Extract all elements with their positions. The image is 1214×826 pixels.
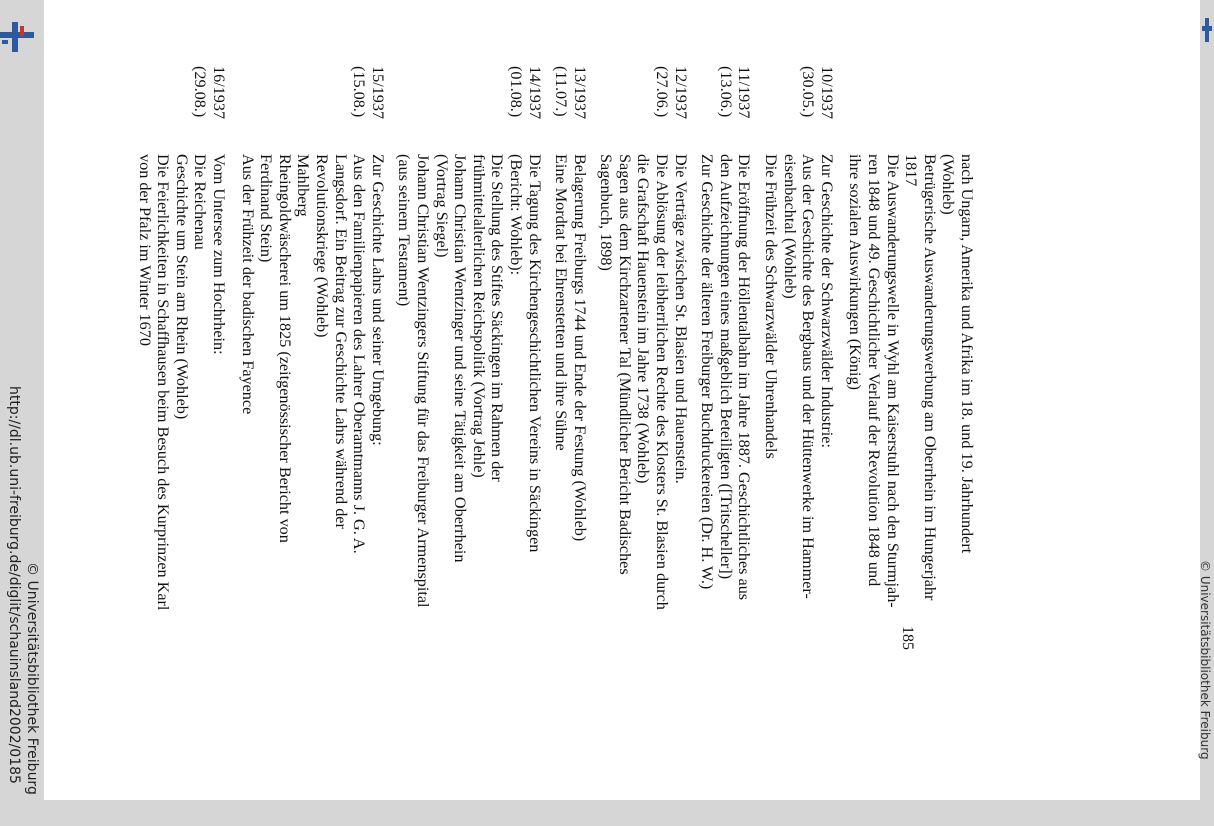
- copyright-right: © Universitätsbibliothek Freiburg: [1198, 560, 1212, 760]
- article-title-line: Sagenbuch, 1898): [597, 154, 616, 271]
- article-title-line: Die Ablösung der leibherrlichen Rechte des Klosters St. Blasien durch: [653, 154, 672, 610]
- article-title-line: Langsdorf. Ein Beitrag zur Geschichte Lahrs während der: [331, 154, 350, 529]
- issue-date: [451, 66, 470, 166]
- university-logo-small-icon: [1202, 18, 1212, 42]
- article-title-line: Aus der Geschichte des Bergbaus und der Hüttenwerke im Hammer-: [799, 154, 818, 599]
- issue-date: [920, 66, 939, 166]
- article-title-line: Die Tagung des Kirchengeschichtlichen Vereins in Säckingen: [525, 154, 544, 553]
- article-title-line: Die Frühzeit des Schwarzwälder Uhrenhandels: [762, 154, 781, 459]
- titles-column: [135, 154, 984, 714]
- article-title-line: Geschichte um Stein am Rhein (Wohleb): [172, 154, 191, 420]
- issue-date: [312, 66, 331, 166]
- entry-dates: [761, 66, 835, 166]
- copyright-left: © Universitätsbibliothek Freiburg: [24, 562, 40, 795]
- copyright-right-strip: [1200, 560, 1212, 800]
- entry-dates: [846, 66, 976, 166]
- article-title-line: eisenbachtal (Wohleb): [780, 154, 799, 299]
- entry-titles: [597, 154, 690, 714]
- issue-date: [488, 66, 507, 166]
- article-title-line: (Bericht: Wohleb):: [506, 154, 525, 276]
- article-title-line: den Aufzeichnungen eines maßgeblich Beteiligten ([Tritscheller]): [716, 154, 735, 580]
- issue-date: 13/1937: [570, 66, 589, 120]
- issue-date: [634, 66, 653, 166]
- article-title-line: Die Stellung des Stiftes Säckingen im Rahmen der: [488, 154, 507, 482]
- issue-date: (27.06.): [653, 66, 672, 118]
- entry-titles: [761, 154, 835, 714]
- issue-date: (13.06.): [716, 66, 735, 118]
- page-number: 185: [899, 626, 916, 650]
- issue-date: [698, 66, 717, 166]
- article-title-line: (Vortrag Siegel): [432, 154, 451, 258]
- article-title-line: Zur Geschichte Lahrs und seiner Umgebung:: [368, 154, 387, 446]
- entry-dates: [395, 66, 544, 166]
- issue-date: [331, 66, 350, 166]
- article-title-line: Eine Mordtat bei Ehrenstetten und ihre Sühne: [552, 154, 571, 451]
- issue-date: [294, 66, 313, 166]
- entry-titles: [698, 154, 754, 714]
- issue-date: 16/1937: [210, 66, 229, 120]
- article-title-line: Mahlberg: [294, 154, 313, 217]
- article-title-line: Revolutionskriege (Wohleb): [313, 154, 331, 338]
- issue-date: 12/1937: [671, 66, 690, 120]
- entry-titles: [552, 154, 589, 714]
- issue-date: [135, 66, 154, 166]
- entry-dates: [597, 66, 690, 166]
- document-page: [44, 0, 1200, 800]
- article-title-line: Johann Christian Wentzingers Stiftung für das Freiburger Armenspital: [413, 154, 432, 608]
- article-title-line: Rheingoldwäscherei um 1825 (zeitgenössischer Bericht von: [275, 154, 294, 543]
- issue-date: [902, 66, 921, 166]
- entry-dates: [552, 66, 589, 166]
- article-title-line: ren 1848 und 49. Geschichtlicher Verlauf der Revolution 1848 und: [865, 154, 884, 587]
- entry-dates: [135, 66, 228, 166]
- issue-date: [395, 66, 414, 166]
- entry-dates: [698, 66, 754, 166]
- article-title-line: Die Reichenau: [191, 154, 210, 250]
- article-title-line: Die Auswanderungswelle in Wyhl am Kaiserstuhl nach den Sturmjah-: [883, 154, 902, 608]
- article-title-line: Die Eröffnung der Höllentalbahn im Jahre 1887. Geschichtliches aus: [735, 154, 754, 601]
- article-title-line: ihre sozialen Auswirkungen (König): [846, 154, 865, 391]
- article-title-line: Die Feierlichkeiten in Schaffhausen beim Besuch des Kurprinzen Karl: [154, 154, 173, 611]
- issue-date: [469, 66, 488, 166]
- issue-date: 10/1937: [817, 66, 836, 120]
- article-title-line: Johann Christian Wentzinger und seine Tätigkeit am Oberrhein: [451, 154, 470, 563]
- entry-titles: [395, 154, 544, 714]
- issue-date: [275, 66, 294, 166]
- article-title-line: (Wohleb): [939, 154, 958, 215]
- entry-dates: [238, 66, 387, 166]
- article-title-line: Belagerung Freiburgs 1744 und Ende der Festung (Wohleb): [570, 154, 589, 542]
- article-title-line: 1817: [902, 154, 921, 187]
- article-title-line: (aus seinem Testament): [395, 154, 414, 307]
- article-title-line: Aus der Frühzeit der badischen Fayence: [238, 154, 257, 415]
- issue-date: 11/1937: [735, 66, 754, 119]
- issue-date: [154, 66, 173, 166]
- article-title-line: von der Pfalz im Winter 1670: [135, 154, 154, 346]
- article-title-line: Zur Geschichte der älteren Freiburger Buchdruckereien (Dr. H. W.): [698, 154, 717, 590]
- issue-date: [597, 66, 616, 166]
- issue-date: [864, 66, 883, 166]
- issue-date: (30.05.): [799, 66, 818, 118]
- article-title-line: Betrügerische Auswanderungswerbung am Oberrhein im Hungerjahr: [920, 154, 939, 601]
- issue-date: [761, 66, 780, 166]
- issue-date: [238, 66, 257, 166]
- article-title-line: nach Ungarn, Amerika und Afrika im 18. und 19. Jahrhundert: [958, 154, 976, 554]
- dates-column: [135, 66, 984, 166]
- article-title-line: die Grafschaft Hauenstein im Jahre 1738 (Wohleb): [634, 154, 653, 484]
- article-title-line: Die Verträge zwischen St. Blasien und Hauenstein.: [671, 154, 690, 484]
- issue-date: [432, 66, 451, 166]
- article-title-line: Aus den Familienpapieren des Lahrer Oberamtmanns J. G. A.: [350, 154, 369, 554]
- entry-titles: [135, 154, 228, 714]
- issue-date: 14/1937: [525, 66, 544, 120]
- issue-date: 15/1937: [368, 66, 387, 120]
- article-title-line: Ferdinand Stein): [257, 154, 276, 263]
- issue-date: (29.08.): [191, 66, 210, 118]
- rotated-content: [135, 66, 984, 826]
- issue-date: [939, 66, 958, 166]
- issue-date: [172, 66, 191, 166]
- article-title-line: Sagen aus dem Kirchzartener Tal (Mündlicher Bericht Badisches: [615, 154, 634, 575]
- issue-date: (01.08.): [506, 66, 525, 118]
- article-title-line: frühmittelalterlichen Reichspolitik (Vortrag Jehle): [469, 154, 488, 478]
- issue-date: [257, 66, 276, 166]
- url-watermark: [2, 0, 42, 800]
- issue-date: [957, 66, 976, 166]
- entry-titles: [238, 154, 387, 714]
- issue-date: [780, 66, 799, 166]
- issue-date: (11.07.): [552, 66, 571, 117]
- article-title-line: Zur Geschichte der Schwarzwälder Industrie:: [817, 154, 836, 448]
- article-title-line: Vom Untersee zum Hochrhein:: [210, 154, 229, 355]
- issue-date: (15.08.): [350, 66, 369, 118]
- issue-date: [846, 66, 865, 166]
- issue-date: [413, 66, 432, 166]
- issue-date: [615, 66, 634, 166]
- source-url[interactable]: http://dl.ub.uni-freiburg.de/diglit/schauinsland2002/0185: [6, 386, 22, 784]
- issue-date: [883, 66, 902, 166]
